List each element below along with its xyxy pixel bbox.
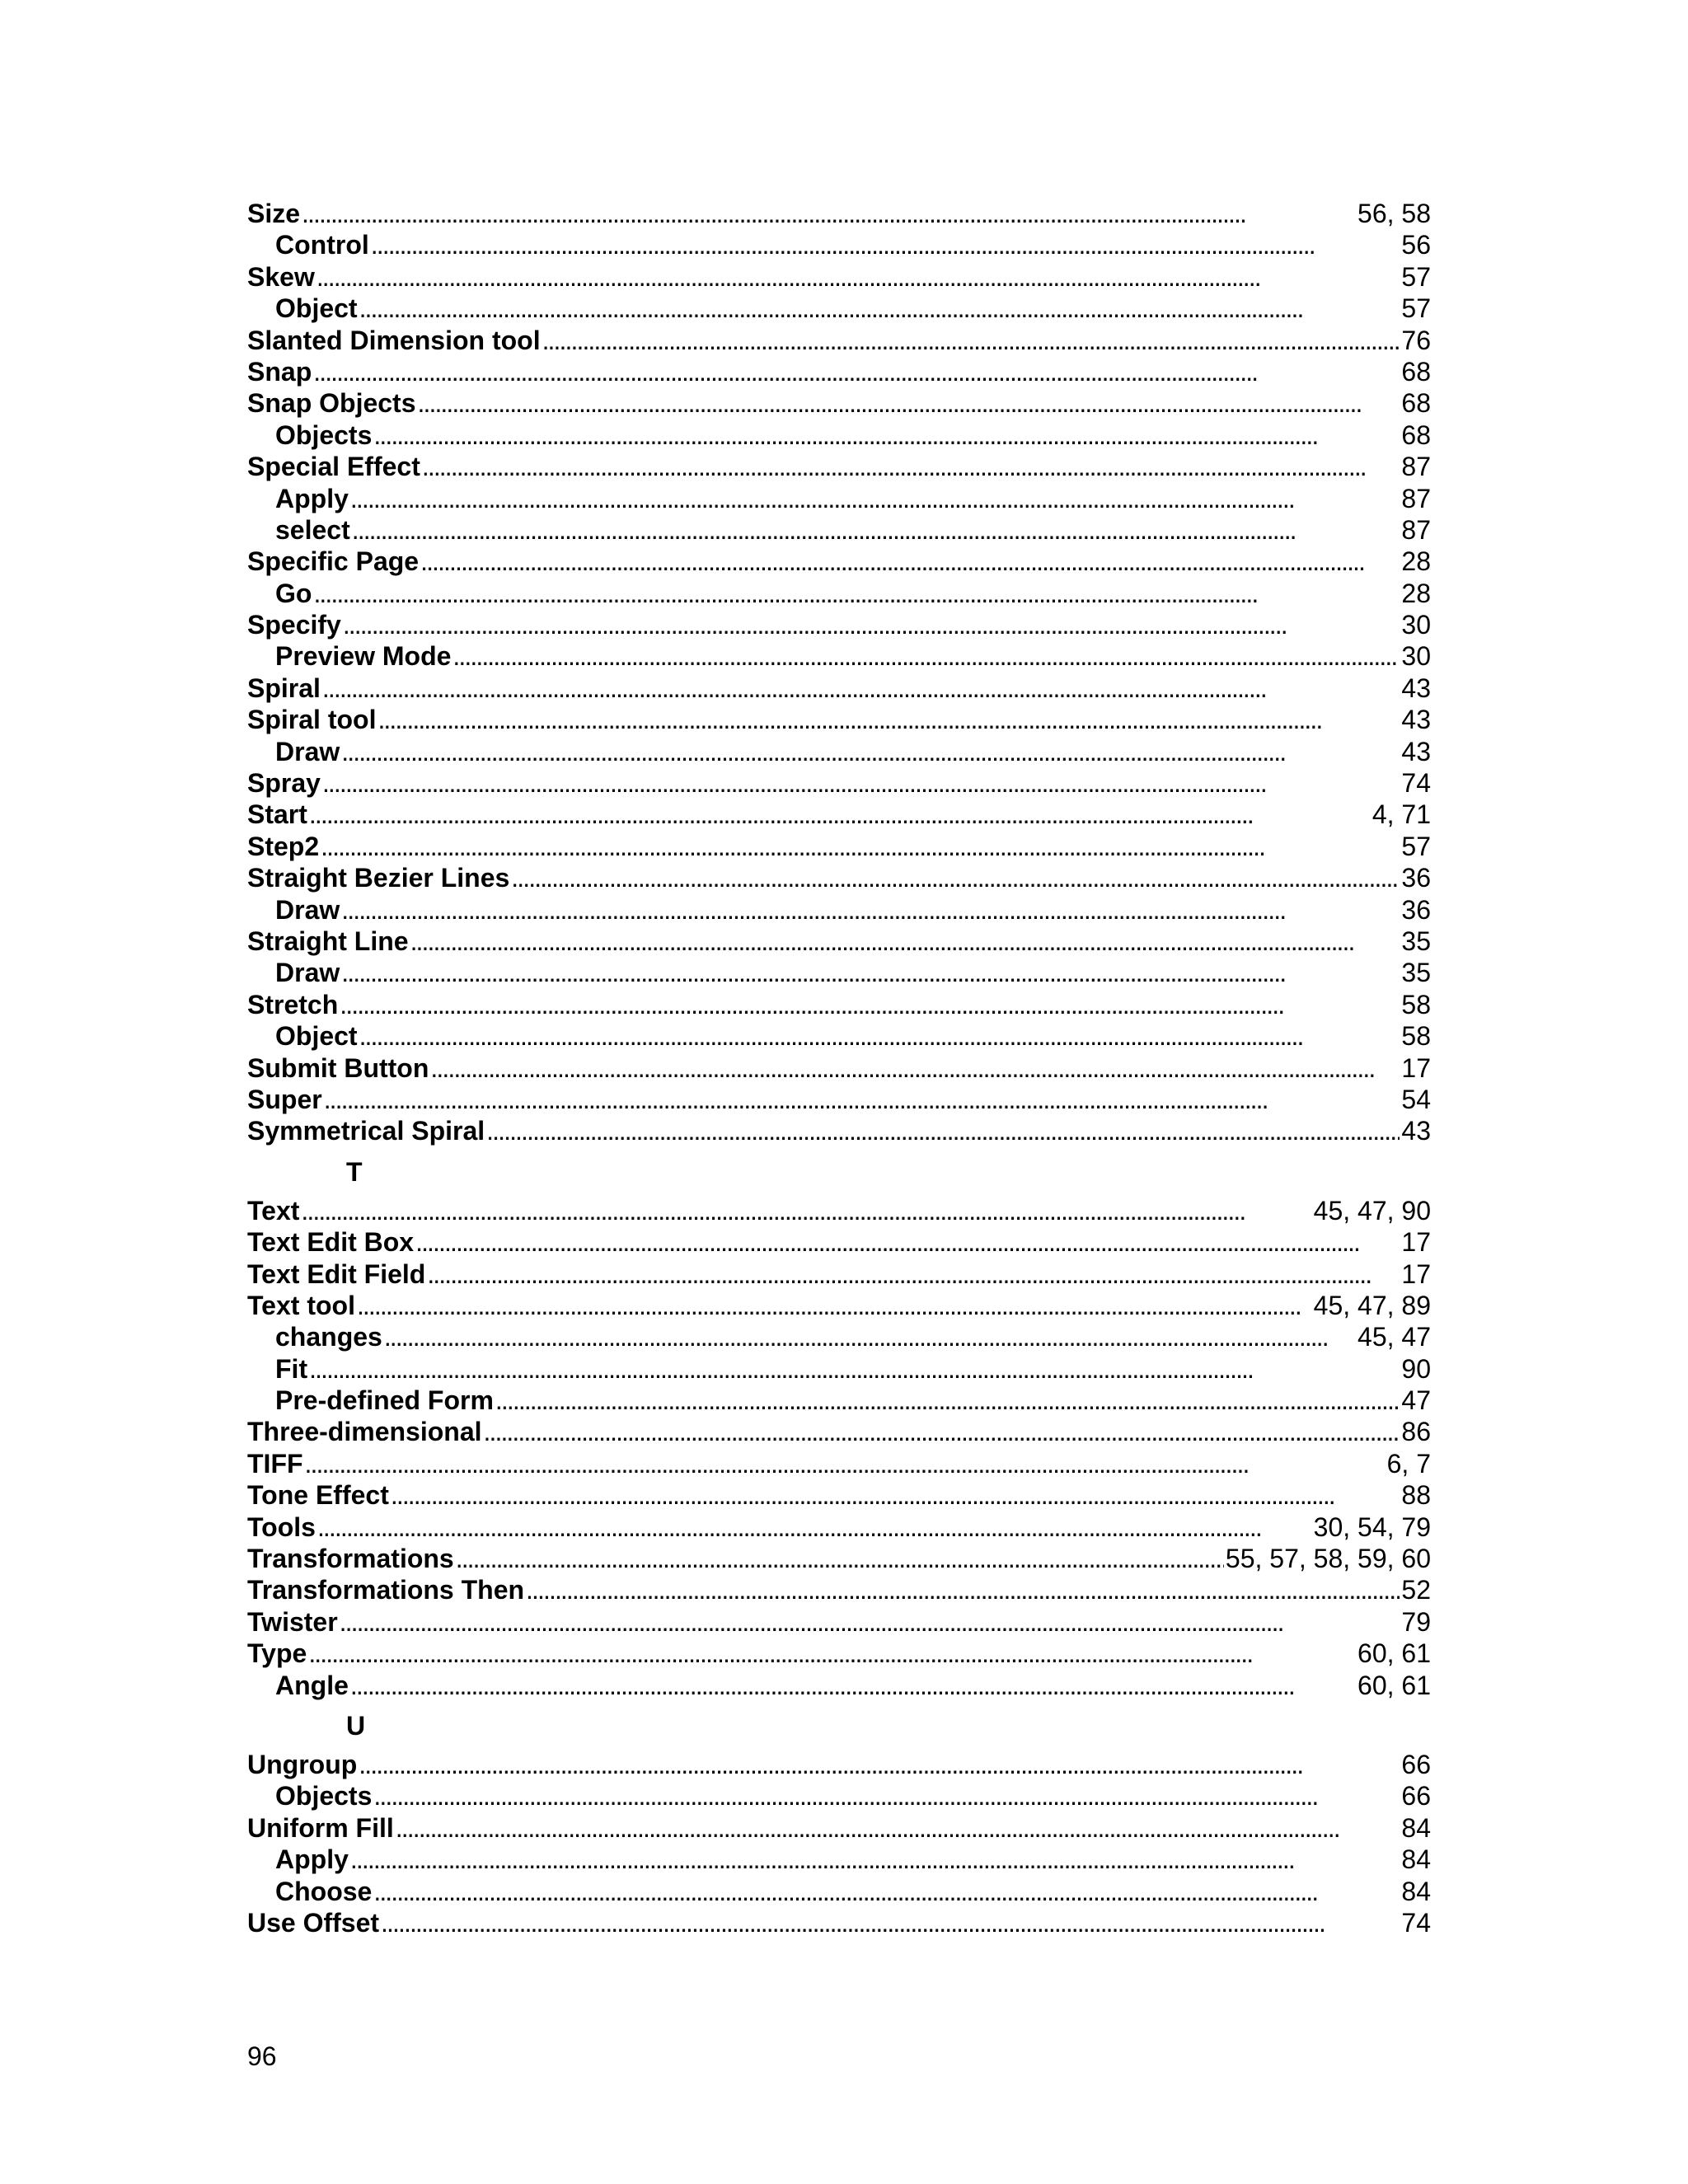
index-subentry xyxy=(247,1670,1431,1701)
dot-leader xyxy=(396,1812,1400,1844)
index-term: Text Edit Field xyxy=(247,1258,426,1289)
index-entry xyxy=(247,1749,1431,1780)
dot-leader xyxy=(427,1258,1400,1290)
index-subentry xyxy=(247,640,1431,672)
dot-leader xyxy=(359,1020,1400,1052)
index-page-refs: 56, 58 xyxy=(1357,199,1431,228)
index-term: select xyxy=(275,514,350,545)
index-page-refs: 17 xyxy=(1401,1258,1431,1289)
index-page-refs: 35 xyxy=(1401,958,1431,988)
index-term: Straight Bezier Lines xyxy=(247,863,510,893)
dot-leader xyxy=(340,989,1400,1020)
dot-leader xyxy=(301,1195,1311,1226)
index-entry xyxy=(247,325,1431,356)
index-term: Three-dimensional xyxy=(247,1417,482,1447)
dot-leader xyxy=(384,1321,1356,1352)
index-subentry xyxy=(247,229,1431,260)
index-term: Straight Line xyxy=(247,926,409,956)
index-entry xyxy=(247,1606,1431,1638)
index-page-refs: 57 xyxy=(1401,831,1431,861)
index-page-refs: 87 xyxy=(1401,452,1431,482)
dot-leader xyxy=(305,1448,1386,1479)
index-entry xyxy=(247,989,1431,1020)
dot-leader xyxy=(340,1606,1400,1638)
dot-leader xyxy=(495,1385,1400,1416)
section-heading: U xyxy=(346,1710,366,1741)
dot-leader xyxy=(373,419,1400,451)
index-page-refs: 43 xyxy=(1401,736,1431,766)
index-term: Submit Button xyxy=(247,1052,429,1083)
index-subentry xyxy=(247,419,1431,451)
index-term: Spiral xyxy=(247,673,321,703)
dot-leader xyxy=(324,1084,1400,1115)
index-list xyxy=(247,198,1431,1938)
index-entry xyxy=(247,1258,1431,1290)
index-term: Spray xyxy=(247,768,321,799)
index-term: Control xyxy=(275,230,369,260)
page-number: 96 xyxy=(247,2041,277,2071)
index-term: Specify xyxy=(247,610,341,640)
dot-leader xyxy=(430,1052,1400,1084)
dot-leader xyxy=(511,862,1400,893)
index-page-refs: 79 xyxy=(1401,1606,1431,1637)
index-term: Objects xyxy=(275,419,373,450)
index-entry xyxy=(247,926,1431,957)
dot-leader xyxy=(415,1226,1400,1258)
index-term: Snap xyxy=(247,356,312,387)
index-entry xyxy=(247,1084,1431,1115)
index-term: Skew xyxy=(247,261,315,292)
index-page-refs: 43 xyxy=(1401,705,1431,735)
dot-leader xyxy=(309,799,1371,830)
index-page-refs: 52 xyxy=(1401,1575,1431,1605)
index-term: Object xyxy=(275,1021,358,1052)
dot-leader xyxy=(391,1479,1400,1511)
index-term: Tone Effect xyxy=(247,1480,389,1511)
index-subentry xyxy=(247,1353,1431,1385)
index-term: Angle xyxy=(275,1670,349,1700)
index-entry xyxy=(247,1812,1431,1844)
dot-leader xyxy=(341,894,1400,926)
index-page-refs: 66 xyxy=(1401,1781,1431,1811)
index-entry xyxy=(247,1290,1431,1321)
index-entry xyxy=(247,1226,1431,1258)
index-page-refs: 66 xyxy=(1401,1749,1431,1779)
index-term: Use Offset xyxy=(247,1907,380,1938)
index-page-refs: 35 xyxy=(1401,926,1431,956)
index-page-refs: 30, 54, 79 xyxy=(1313,1511,1431,1542)
index-term: Choose xyxy=(275,1876,373,1906)
index-subentry xyxy=(247,1321,1431,1352)
index-page-refs: 28 xyxy=(1401,546,1431,577)
index-page-refs: 30 xyxy=(1401,610,1431,640)
dot-leader xyxy=(350,483,1400,514)
index-subentry xyxy=(247,1844,1431,1875)
index-entry xyxy=(247,1511,1431,1543)
index-term: Tools xyxy=(247,1511,316,1542)
index-entry xyxy=(247,1907,1431,1938)
dot-leader xyxy=(381,1907,1400,1938)
index-term: Start xyxy=(247,799,307,830)
index-page-refs: 6, 7 xyxy=(1386,1448,1431,1479)
index-term: Spiral tool xyxy=(247,705,377,735)
dot-leader xyxy=(352,514,1400,546)
index-page-refs: 86 xyxy=(1401,1417,1431,1447)
index-term: Super xyxy=(247,1084,322,1114)
dot-leader xyxy=(309,1353,1400,1385)
index-page-refs: 54 xyxy=(1401,1084,1431,1114)
index-term: Special Effect xyxy=(247,452,420,482)
dot-leader xyxy=(359,1749,1400,1780)
dot-leader xyxy=(350,1670,1356,1701)
index-entry xyxy=(247,831,1431,862)
dot-leader xyxy=(526,1574,1400,1605)
index-page-refs: 4, 71 xyxy=(1372,799,1431,830)
index-subentry xyxy=(247,578,1431,609)
index-term: Draw xyxy=(275,894,340,925)
index-term: Stretch xyxy=(247,989,339,1019)
dot-leader xyxy=(322,767,1400,799)
dot-leader xyxy=(317,1511,1312,1543)
index-term: Fit xyxy=(275,1353,308,1384)
index-page-refs: 57 xyxy=(1401,293,1431,324)
dot-leader xyxy=(302,198,1356,229)
index-entry xyxy=(247,261,1431,293)
index-page-refs: 87 xyxy=(1401,514,1431,545)
index-term: Transformations xyxy=(247,1544,454,1574)
index-term: Text tool xyxy=(247,1290,355,1320)
index-page-refs: 58 xyxy=(1401,989,1431,1019)
index-term: Pre-defined Form xyxy=(275,1385,494,1416)
index-entry xyxy=(247,546,1431,577)
index-entry xyxy=(247,1448,1431,1479)
index-term: Slanted Dimension tool xyxy=(247,325,541,355)
index-page-refs: 90 xyxy=(1401,1353,1431,1384)
index-term: changes xyxy=(275,1322,382,1352)
index-term: Apply xyxy=(275,483,349,513)
index-subentry xyxy=(247,957,1431,988)
index-page-refs: 55, 57, 58, 59, 60 xyxy=(1225,1544,1431,1574)
dot-leader xyxy=(313,578,1400,609)
index-page-refs: 84 xyxy=(1401,1812,1431,1843)
index-term: Step2 xyxy=(247,831,320,861)
index-term: Apply xyxy=(275,1844,349,1875)
index-page-refs: 17 xyxy=(1401,1052,1431,1083)
index-entry xyxy=(247,356,1431,387)
index-entry xyxy=(247,1479,1431,1511)
index-page-refs: 87 xyxy=(1401,483,1431,513)
index-entry xyxy=(247,1052,1431,1084)
dot-leader xyxy=(420,546,1400,577)
dot-leader xyxy=(343,609,1400,640)
index-subentry xyxy=(247,1876,1431,1907)
index-page-refs: 36 xyxy=(1401,894,1431,925)
index-page-refs: 43 xyxy=(1401,1116,1431,1146)
index-subentry xyxy=(247,894,1431,926)
index-entry xyxy=(247,673,1431,704)
index-subentry xyxy=(247,483,1431,514)
index-term: Twister xyxy=(247,1606,338,1637)
index-subentry xyxy=(247,1780,1431,1811)
index-page-refs: 45, 47, 89 xyxy=(1313,1290,1431,1320)
index-page-refs: 68 xyxy=(1401,388,1431,419)
index-term: Symmetrical Spiral xyxy=(247,1116,485,1146)
dot-leader xyxy=(373,1876,1400,1907)
index-term: Draw xyxy=(275,736,340,766)
index-page-refs: 60, 61 xyxy=(1357,1670,1431,1700)
index-page-refs: 45, 47, 90 xyxy=(1313,1195,1431,1226)
dot-leader xyxy=(410,926,1400,957)
index-term: Objects xyxy=(275,1781,373,1811)
index-term: Size xyxy=(247,199,301,228)
index-term: Type xyxy=(247,1638,307,1669)
dot-leader xyxy=(371,229,1400,260)
index-term: Draw xyxy=(275,958,340,988)
dot-leader xyxy=(377,704,1400,735)
index-subentry xyxy=(247,1385,1431,1416)
dot-leader xyxy=(341,957,1400,988)
dot-leader xyxy=(321,831,1400,862)
dot-leader xyxy=(359,293,1400,324)
index-entry xyxy=(247,451,1431,482)
index-term: Go xyxy=(275,578,312,608)
index-page-refs: 17 xyxy=(1401,1227,1431,1258)
index-term: Object xyxy=(275,293,358,324)
dot-leader xyxy=(422,451,1400,482)
index-entry xyxy=(247,1115,1431,1146)
index-page-refs: 60, 61 xyxy=(1357,1638,1431,1669)
index-term: Uniform Fill xyxy=(247,1812,394,1843)
index-entry xyxy=(247,1638,1431,1669)
dot-leader xyxy=(484,1416,1400,1447)
dot-leader xyxy=(456,1543,1224,1574)
dot-leader xyxy=(486,1115,1400,1146)
index-term: Preview Mode xyxy=(275,641,452,672)
dot-leader xyxy=(308,1638,1356,1669)
index-page-refs: 45, 47 xyxy=(1357,1322,1431,1352)
index-term: Snap Objects xyxy=(247,388,416,419)
index-term: Specific Page xyxy=(247,546,420,577)
dot-leader xyxy=(316,261,1400,293)
dot-leader xyxy=(357,1290,1312,1321)
index-entry xyxy=(247,1195,1431,1226)
dot-leader xyxy=(322,673,1400,704)
dot-leader xyxy=(542,325,1400,356)
index-entry xyxy=(247,767,1431,799)
index-page-refs: 68 xyxy=(1401,419,1431,450)
dot-leader xyxy=(341,736,1400,767)
index-subentry xyxy=(247,293,1431,324)
index-term: Text xyxy=(247,1195,300,1226)
index-term: TIFF xyxy=(247,1448,303,1479)
index-entry xyxy=(247,704,1431,735)
index-subentry xyxy=(247,1020,1431,1052)
index-term: Ungroup xyxy=(247,1749,358,1779)
section-heading: T xyxy=(346,1156,363,1187)
index-page-refs: 56 xyxy=(1401,230,1431,260)
index-page-refs: 74 xyxy=(1401,1907,1431,1938)
index-page-refs: 57 xyxy=(1401,261,1431,292)
dot-leader xyxy=(350,1844,1400,1875)
index-entry xyxy=(247,862,1431,893)
index-term: Text Edit Box xyxy=(247,1227,415,1258)
index-page-refs: 84 xyxy=(1401,1844,1431,1875)
dot-leader xyxy=(313,356,1400,387)
index-page-refs: 47 xyxy=(1401,1385,1431,1416)
index-page-refs: 68 xyxy=(1401,356,1431,387)
index-entry xyxy=(247,609,1431,640)
index-entry xyxy=(247,1416,1431,1447)
index-subentry xyxy=(247,736,1431,767)
index-page-refs: 43 xyxy=(1401,673,1431,703)
index-page-refs: 28 xyxy=(1401,578,1431,608)
index-page-refs: 58 xyxy=(1401,1021,1431,1052)
index-entry xyxy=(247,198,1431,229)
index-entry xyxy=(247,1543,1431,1574)
index-page-refs: 36 xyxy=(1401,863,1431,893)
index-page-refs: 76 xyxy=(1401,325,1431,355)
dot-leader xyxy=(373,1780,1400,1811)
index-term: Transformations Then xyxy=(247,1575,525,1605)
index-entry xyxy=(247,1574,1431,1605)
dot-leader xyxy=(418,387,1400,419)
dot-leader xyxy=(452,640,1400,672)
index-page-refs: 84 xyxy=(1401,1876,1431,1906)
index-entry xyxy=(247,387,1431,419)
index-entry xyxy=(247,799,1431,830)
index-page-refs: 74 xyxy=(1401,768,1431,799)
index-page-refs: 30 xyxy=(1401,641,1431,672)
index-subentry xyxy=(247,514,1431,546)
index-page-refs: 88 xyxy=(1401,1480,1431,1511)
